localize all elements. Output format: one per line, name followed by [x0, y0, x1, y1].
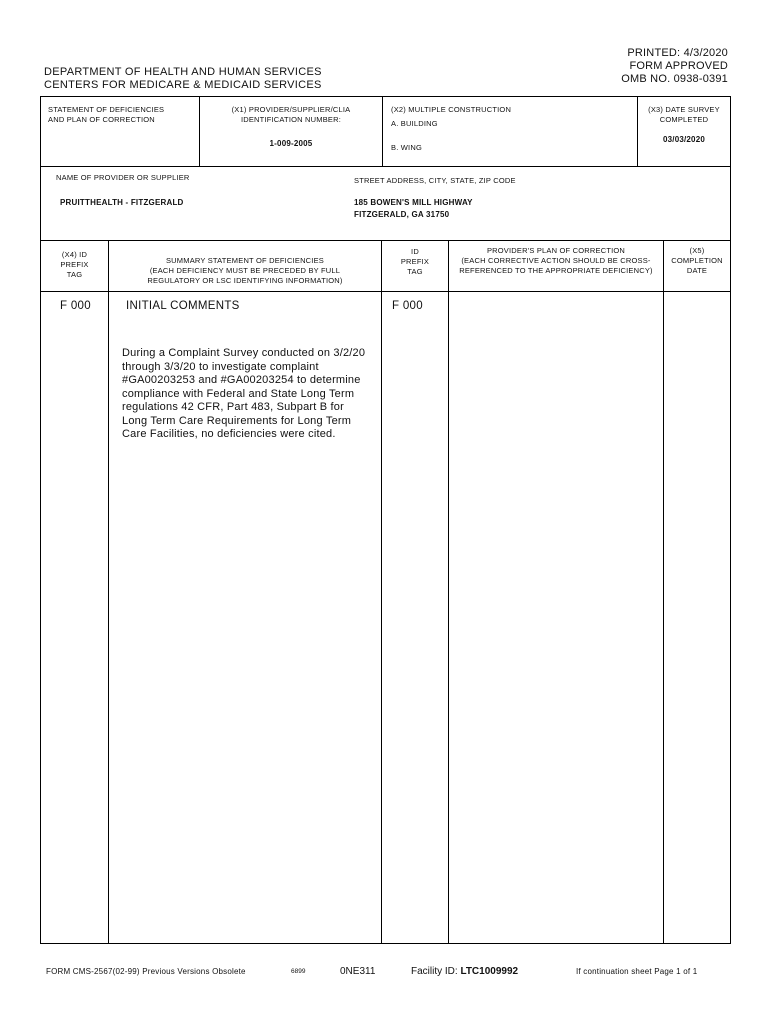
x3-label-line1: (X3) DATE SURVEY: [648, 105, 720, 114]
entry-tag-right: F 000: [392, 300, 423, 312]
summary-header-line1: SUMMARY STATEMENT OF DEFICIENCIES: [165, 256, 324, 265]
footer-facility-id: LTC1009992: [460, 966, 519, 977]
provider-name: PRUITTHEALTH - FITZGERALD: [60, 198, 184, 207]
x2-wing: B. WING: [391, 143, 422, 152]
x4-header: [41, 250, 108, 280]
entry-tag-left: F 000: [60, 300, 91, 312]
centers-name: CENTERS FOR MEDICARE & MEDICAID SERVICES: [44, 79, 322, 91]
x5-header: [664, 246, 730, 276]
summary-header-line3: REGULATORY OR LSC IDENTIFYING INFORMATION): [147, 276, 343, 285]
x2-building: A. BUILDING: [391, 119, 438, 128]
id-header-line3: TAG: [407, 267, 423, 276]
entry-body-text: During a Complaint Survey conducted on 3/2/20 through 3/3/20 to investigate complaint #GA00203253 and #GA00203254 to determine compliance with Federal and State Long Term regulations 42 CFR, Part 483, Subpart B for Long Term Care Requirements for Long Term Care Facilities, no deficiencies were cited.: [122, 347, 366, 440]
x1-label: [200, 105, 382, 125]
provider-name-label: NAME OF PROVIDER OR SUPPLIER: [56, 173, 190, 182]
department-name: DEPARTMENT OF HEALTH AND HUMAN SERVICES: [44, 66, 322, 78]
entry-heading: INITIAL COMMENTS: [126, 300, 240, 312]
survey-completed-date: 03/03/2020: [662, 135, 706, 144]
printed-date: PRINTED: 4/3/2020: [627, 47, 728, 59]
x4-header-line2: PREFIX: [60, 260, 89, 269]
summary-header-line2: (EACH DEFICIENCY MUST BE PRECEDED BY FULL: [149, 266, 341, 275]
x1-label-line1: (X1) PROVIDER/SUPPLIER/CLIA: [231, 105, 351, 114]
address-label: STREET ADDRESS, CITY, STATE, ZIP CODE: [354, 176, 516, 185]
plan-header-line1: PROVIDER'S PLAN OF CORRECTION: [486, 246, 626, 255]
x4-header-line1: (X4) ID: [61, 250, 88, 259]
statement-label-line2: AND PLAN OF CORRECTION: [48, 115, 155, 124]
x5-header-line3: DATE: [686, 266, 708, 275]
address-line2: FITZGERALD, GA 31750: [354, 210, 450, 219]
footer-event-id: 6899: [291, 968, 306, 975]
id-header-line2: PREFIX: [400, 257, 430, 266]
footer-continuation: If continuation sheet Page 1 of 1: [576, 967, 698, 976]
form-approved: FORM APPROVED: [629, 60, 728, 72]
id-header-line1: ID: [411, 247, 419, 256]
x2-label: (X2) MULTIPLE CONSTRUCTION: [391, 105, 512, 114]
address-line1: 185 BOWEN'S MILL HIGHWAY: [354, 198, 473, 207]
omb-number: OMB NO. 0938-0391: [621, 73, 728, 85]
summary-header: [109, 256, 381, 286]
plan-header: [449, 246, 663, 276]
plan-header-line3: REFERENCED TO THE APPROPRIATE DEFICIENCY): [459, 266, 653, 275]
x3-label: [638, 105, 730, 125]
statement-label: [48, 105, 164, 125]
x5-header-line2: COMPLETION: [671, 256, 723, 265]
plan-header-line2: (EACH CORRECTIVE ACTION SHOULD BE CROSS-: [461, 256, 651, 265]
statement-label-line1: STATEMENT OF DEFICIENCIES: [48, 105, 165, 114]
x4-header-line3: TAG: [66, 270, 83, 279]
x5-header-line1: (X5): [689, 246, 705, 255]
x1-label-line2: IDENTIFICATION NUMBER:: [240, 115, 342, 124]
footer-form-number: FORM CMS-2567(02-99) Previous Versions Obsolete: [46, 967, 246, 976]
provider-id-number: 1-009-2005: [269, 139, 313, 148]
footer-facility: [411, 966, 518, 977]
footer-facility-label: Facility ID:: [411, 966, 458, 977]
x3-label-line2: COMPLETED: [659, 115, 709, 124]
id-header: [382, 247, 448, 277]
footer-code: 0NE311: [340, 966, 376, 977]
